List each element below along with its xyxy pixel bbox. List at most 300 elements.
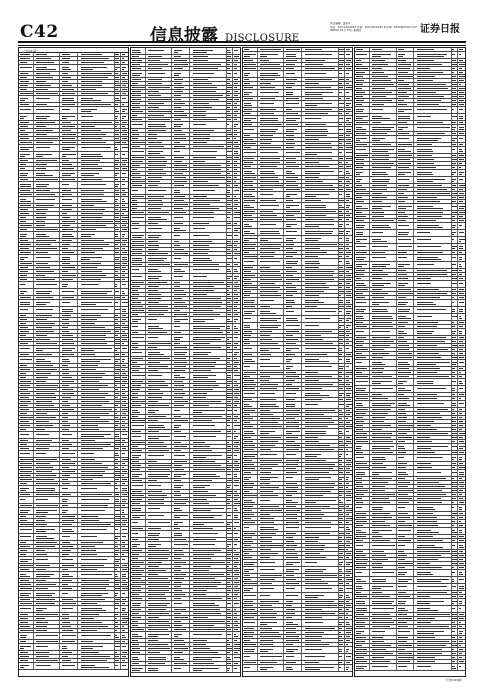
text-line-mark (36, 505, 58, 506)
table-cell (34, 318, 60, 321)
text-line-mark (81, 413, 109, 414)
text-line-mark (36, 542, 57, 543)
table-cell (60, 346, 77, 352)
table-cell (34, 482, 60, 485)
text-line-mark (62, 501, 68, 502)
table-cell (19, 458, 34, 461)
text-line-mark (62, 393, 75, 394)
text-line-mark (36, 209, 48, 210)
text-line-mark (122, 434, 127, 435)
table-cell (60, 114, 77, 120)
text-line-mark (62, 434, 72, 435)
table-cell (60, 159, 77, 162)
table-cell (34, 432, 60, 438)
text-line-mark (115, 381, 120, 382)
text-line-mark (20, 327, 28, 328)
table-cell (60, 247, 77, 250)
table-cell (121, 197, 128, 203)
text-line-mark (122, 147, 128, 148)
table-cell (19, 384, 34, 387)
table-cell (34, 208, 60, 211)
table-cell (34, 508, 60, 514)
table-cell (60, 129, 77, 132)
text-line-mark (20, 122, 29, 123)
text-line-mark (20, 494, 30, 495)
text-line-mark (20, 467, 32, 468)
text-line-mark (62, 381, 74, 382)
text-line-mark (81, 389, 99, 390)
text-line-mark (62, 354, 74, 355)
text-line-mark (36, 425, 52, 426)
text-line-mark (81, 350, 94, 351)
text-line-mark (115, 494, 119, 495)
table-cell (78, 380, 115, 383)
table-cell (60, 466, 77, 469)
table-cell (19, 353, 34, 356)
text-line-mark (115, 201, 117, 202)
text-line-mark (115, 397, 117, 398)
text-line-mark (115, 421, 118, 422)
table-cell (78, 133, 115, 136)
table-cell (34, 220, 60, 223)
table-cell (78, 107, 115, 113)
table-cell (78, 322, 115, 325)
text-line-mark (36, 199, 55, 200)
text-line-mark (20, 58, 30, 59)
text-line-mark (20, 359, 31, 360)
table-cell (19, 534, 34, 540)
table-cell (60, 541, 77, 544)
text-line-mark (20, 413, 26, 414)
text-line-mark (36, 138, 58, 139)
text-line-mark (20, 516, 26, 517)
text-line-mark (81, 104, 111, 105)
table-cell (121, 527, 128, 533)
table-cell (121, 572, 128, 578)
text-line-mark (81, 354, 96, 355)
table-cell (60, 262, 77, 265)
text-line-mark (62, 209, 72, 210)
table-cell (19, 96, 34, 102)
text-line-mark (36, 331, 54, 332)
table-cell (78, 204, 115, 207)
text-line-mark (36, 565, 49, 566)
table-cell (121, 458, 128, 461)
table-cell (121, 300, 128, 306)
table-cell (121, 182, 128, 188)
table-cell (60, 549, 77, 552)
table-cell (78, 388, 115, 391)
text-line-mark (62, 421, 68, 422)
text-line-mark (115, 393, 119, 394)
table-cell (60, 338, 77, 341)
table-cell (60, 289, 77, 295)
text-line-mark (115, 483, 117, 484)
text-line-mark (115, 479, 119, 480)
table-cell (78, 458, 115, 461)
table-cell (19, 282, 34, 288)
text-line-mark (122, 81, 127, 82)
table-cell (78, 278, 115, 281)
text-line-mark (36, 335, 47, 336)
text-line-mark (20, 67, 32, 68)
text-line-mark (36, 538, 53, 539)
text-line-mark (36, 440, 52, 441)
table-cell (19, 404, 34, 407)
text-line-mark (62, 311, 73, 312)
table-cell (60, 243, 77, 246)
text-line-mark (36, 467, 53, 468)
table-cell (78, 92, 115, 95)
text-line-mark (115, 440, 120, 441)
table-cell (34, 470, 60, 473)
text-line-mark (36, 118, 46, 119)
text-line-mark (62, 194, 73, 195)
text-line-mark (36, 284, 57, 285)
table-cell (121, 432, 128, 438)
table-cell (121, 224, 128, 227)
table-row (19, 557, 128, 564)
table-cell (19, 326, 34, 329)
text-line-mark (115, 331, 119, 332)
text-line-mark (36, 494, 59, 495)
table-cell (34, 278, 60, 281)
text-line-mark (20, 271, 28, 272)
table-cell (19, 61, 34, 64)
text-line-mark (122, 190, 125, 191)
text-line-mark (115, 164, 118, 165)
table-cell (34, 84, 60, 87)
text-line-mark (122, 142, 126, 143)
text-line-mark (62, 401, 69, 402)
table-cell (78, 497, 115, 503)
table-cell (60, 121, 77, 124)
text-line-mark (36, 186, 47, 187)
text-line-mark (81, 559, 108, 560)
text-line-mark (36, 267, 50, 268)
table-cell (78, 384, 115, 387)
text-line-mark (20, 104, 29, 105)
table-cell (78, 428, 115, 431)
table-cell (78, 424, 115, 427)
table-cell (60, 204, 77, 207)
table-cell (121, 178, 128, 181)
table-cell (78, 451, 115, 457)
text-line-mark (20, 459, 32, 460)
table-cell (121, 396, 128, 399)
text-line-mark (20, 252, 30, 253)
table-cell (19, 474, 34, 477)
table-cell (19, 307, 34, 313)
table-cell (78, 470, 115, 473)
text-line-mark (20, 284, 25, 285)
table-cell (60, 420, 77, 423)
masthead-date: 2009年 10月 15日 星期四 (330, 29, 466, 33)
text-line-mark (81, 574, 112, 575)
table-cell (60, 519, 77, 522)
text-line-mark (62, 62, 69, 63)
table-cell (19, 478, 34, 481)
text-line-mark (62, 229, 73, 230)
table-cell (19, 322, 34, 325)
text-line-mark (115, 524, 120, 525)
text-line-mark (36, 221, 45, 222)
table-cell (121, 262, 128, 265)
text-line-mark (115, 369, 120, 370)
text-line-mark (81, 156, 103, 157)
table-cell (78, 553, 115, 556)
table-cell (60, 171, 77, 177)
table-cell (19, 439, 34, 442)
table-cell (78, 549, 115, 552)
table-cell (121, 255, 128, 261)
table-cell (34, 412, 60, 415)
table-cell (78, 466, 115, 469)
text-line-mark (81, 304, 96, 305)
text-line-mark (122, 409, 127, 410)
text-line-mark (81, 546, 95, 547)
table-cell (121, 353, 128, 356)
text-line-mark (20, 240, 27, 241)
table-cell (78, 251, 115, 254)
table-cell (121, 439, 128, 442)
text-line-mark (81, 168, 103, 169)
text-line-mark (81, 471, 105, 472)
text-line-mark (81, 58, 109, 59)
text-line-mark (115, 409, 117, 410)
text-line-mark (36, 343, 57, 344)
table-cell (19, 57, 34, 60)
table-cell (60, 84, 77, 87)
text-line-mark (62, 463, 75, 464)
text-line-mark (122, 62, 125, 63)
table-cell (60, 424, 77, 427)
table-cell (121, 84, 128, 87)
text-line-mark (36, 85, 51, 86)
table-cell (19, 432, 34, 438)
text-line-mark (115, 323, 117, 324)
text-line-mark (36, 421, 49, 422)
text-line-mark (81, 221, 113, 222)
table-cell (60, 107, 77, 113)
text-line-mark (115, 389, 117, 390)
text-line-mark (20, 373, 26, 374)
text-line-mark (81, 77, 109, 78)
table-cell (121, 189, 128, 192)
table-cell (78, 239, 115, 242)
text-line-mark (115, 365, 120, 366)
text-line-mark (122, 463, 125, 464)
table-cell (121, 274, 128, 277)
table-cell (34, 204, 60, 207)
table-cell (19, 197, 34, 203)
text-line-mark (115, 538, 118, 539)
table-cell (78, 72, 115, 75)
table-cell (121, 523, 128, 526)
text-line-mark (115, 126, 117, 127)
table-cell (121, 486, 128, 492)
newspaper-logo: 证券日报 (420, 20, 460, 35)
text-line-mark (115, 118, 117, 119)
table-cell (121, 534, 128, 540)
text-line-mark (115, 186, 118, 187)
text-line-mark (36, 361, 51, 362)
table-cell (60, 342, 77, 345)
table-cell (121, 541, 128, 544)
text-line-mark (115, 405, 117, 406)
table-cell (60, 53, 77, 56)
table-cell (78, 167, 115, 170)
table-cell (121, 372, 128, 375)
text-line-mark (62, 448, 69, 449)
table-cell (121, 145, 128, 151)
text-line-mark (122, 279, 125, 280)
table-cell (34, 416, 60, 419)
text-line-mark (115, 302, 118, 303)
text-line-mark (81, 209, 105, 210)
table-cell (78, 439, 115, 442)
table-cell (34, 152, 60, 158)
text-line-mark (122, 354, 125, 355)
table-cell (34, 141, 60, 144)
text-line-mark (20, 190, 30, 191)
text-line-mark (81, 175, 95, 176)
text-line-mark (20, 524, 33, 525)
text-line-mark (36, 453, 46, 454)
text-line-mark (81, 505, 108, 506)
text-line-mark (20, 405, 28, 406)
text-line-mark (36, 179, 58, 180)
text-line-mark (115, 565, 119, 566)
text-line-mark (115, 209, 118, 210)
text-line-mark (20, 236, 26, 237)
text-line-mark (115, 335, 118, 336)
table-cell (78, 220, 115, 223)
table-cell (34, 178, 60, 181)
text-line-mark (62, 397, 72, 398)
table-cell (19, 163, 34, 166)
table-cell (19, 549, 34, 552)
text-line-mark (20, 244, 31, 245)
table-cell (34, 486, 60, 492)
text-line-mark (36, 175, 52, 176)
table-cell (34, 330, 60, 333)
table-cell (60, 314, 77, 317)
text-line-mark (122, 529, 127, 530)
header-rule-thin (18, 45, 466, 46)
table-cell (60, 296, 77, 299)
text-line-mark (115, 73, 118, 74)
table-cell (60, 182, 77, 188)
text-line-mark (20, 297, 31, 298)
text-line-mark (36, 417, 55, 418)
text-line-mark (115, 448, 119, 449)
text-line-mark (20, 546, 30, 547)
text-line-mark (115, 194, 119, 195)
table-cell (19, 204, 34, 207)
table-cell (78, 182, 115, 188)
text-line-mark (20, 93, 33, 94)
table-cell (78, 342, 115, 345)
table-cell (78, 96, 115, 102)
table-cell (19, 557, 34, 563)
text-line-mark (36, 490, 55, 491)
text-line-mark (20, 505, 32, 506)
text-line-mark (62, 142, 77, 143)
table-cell (19, 255, 34, 261)
table-cell (34, 159, 60, 162)
text-line-mark (81, 516, 98, 517)
table-cell (19, 470, 34, 473)
text-line-mark (81, 252, 96, 253)
table-cell (19, 424, 34, 427)
text-line-mark (122, 173, 127, 174)
table-cell (78, 228, 115, 231)
text-line-mark (115, 229, 119, 230)
table-cell (19, 251, 34, 254)
table-cell (19, 133, 34, 136)
text-line-mark (62, 536, 70, 537)
text-line-mark (81, 361, 100, 362)
text-line-mark (115, 111, 119, 112)
table-cell (60, 372, 77, 375)
text-line-mark (20, 62, 27, 63)
text-line-mark (62, 244, 70, 245)
table-cell (78, 61, 115, 64)
text-line-mark (20, 186, 31, 187)
text-line-mark (20, 85, 28, 86)
text-line-mark (122, 77, 125, 78)
text-line-mark (36, 293, 50, 294)
text-line-mark (62, 73, 68, 74)
text-line-mark (122, 244, 126, 245)
text-line-mark (81, 309, 108, 310)
text-line-mark (122, 130, 128, 131)
text-line-mark (115, 213, 118, 214)
text-line-mark (62, 554, 69, 555)
table-cell (78, 486, 115, 492)
text-line-mark (81, 248, 103, 249)
text-line-mark (122, 501, 127, 502)
text-line-mark (36, 434, 49, 435)
text-line-mark (81, 323, 95, 324)
table-cell (121, 364, 128, 367)
table-cell (78, 197, 115, 203)
text-line-mark (20, 263, 32, 264)
text-line-mark (81, 190, 105, 191)
table-cell (34, 342, 60, 345)
text-line-mark (36, 93, 58, 94)
table-cell (60, 534, 77, 540)
table-cell (34, 322, 60, 325)
table-cell (34, 504, 60, 507)
table-cell (19, 76, 34, 79)
table-cell (78, 189, 115, 192)
text-line-mark (122, 93, 126, 94)
table-cell (34, 270, 60, 273)
table-cell (78, 557, 115, 563)
text-line-mark (62, 323, 69, 324)
table-cell (19, 289, 34, 295)
text-line-mark (36, 156, 43, 157)
text-line-mark (115, 354, 119, 355)
table-cell (121, 88, 128, 91)
text-line-mark (122, 252, 127, 253)
text-line-mark (122, 459, 128, 460)
table-cell (121, 357, 128, 363)
text-line-mark (62, 164, 72, 165)
table-cell (121, 330, 128, 333)
